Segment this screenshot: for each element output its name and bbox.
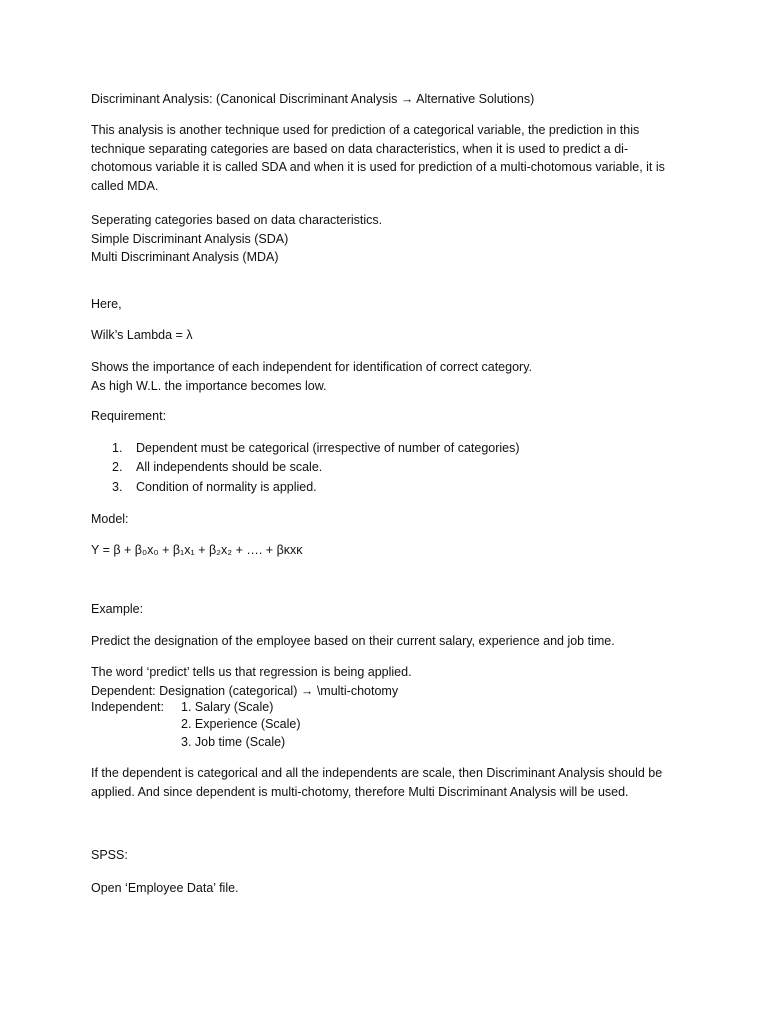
list-number: 3. <box>112 480 123 494</box>
list-text: Dependent must be categorical (irrespective of number of categories) <box>136 441 520 455</box>
category-line: Seperating categories based on data characteristics. <box>91 213 383 227</box>
intro-line: called MDA. <box>91 178 159 193</box>
open-file-line: Open ‘Employee Data’ file. <box>91 881 239 895</box>
requirement-heading-text: Requirement: <box>91 409 167 423</box>
intro-paragraph <box>91 121 691 195</box>
independent-item <box>181 733 285 752</box>
example-heading-text: Example: <box>91 602 144 616</box>
dependent-line: Dependent: Designation (categorical) → \multi-chotomy <box>91 683 399 698</box>
independent-item <box>181 715 301 734</box>
list-text: Condition of normality is applied. <box>136 480 317 494</box>
list-item <box>112 458 322 477</box>
example-text <box>91 632 691 651</box>
wilks-line: Wilk’s Lambda = λ <box>91 328 193 342</box>
example-heading <box>91 600 691 619</box>
independent-row <box>91 698 164 717</box>
wilks-lambda <box>91 326 691 345</box>
categories-list <box>91 211 691 267</box>
list-number: 1. <box>112 441 123 455</box>
category-line: Multi Discriminant Analysis (MDA) <box>91 250 279 264</box>
doc-title <box>91 90 691 109</box>
list-item <box>112 439 520 458</box>
list-number: 2. <box>112 460 123 474</box>
conclusion-paragraph <box>91 764 691 801</box>
independent-text: 3. Job time (Scale) <box>181 735 286 749</box>
model-equation <box>91 541 691 560</box>
independent-text: 2. Experience (Scale) <box>181 717 301 731</box>
spss-heading-text: SPSS: <box>91 848 128 862</box>
title-text: Discriminant Analysis: (Canonical Discriminant Analysis → Alternative Solutions) <box>91 92 535 106</box>
list-item <box>112 478 317 497</box>
intro-line: chotomous variable it is called SDA and when it is used for prediction of a multi-chotomous variable, it is <box>91 160 665 174</box>
category-line: Simple Discriminant Analysis (SDA) <box>91 231 289 246</box>
open-file-text <box>91 879 691 898</box>
spss-heading <box>91 846 691 865</box>
intro-line: technique separating categories are based on data characteristics, when it is used to predict a di- <box>91 141 629 156</box>
independent-item <box>181 698 273 717</box>
independent-text: 1. Salary (Scale) <box>181 700 274 714</box>
model-heading-text: Model: <box>91 512 129 526</box>
predict-block <box>91 663 691 700</box>
shows-paragraph <box>91 358 691 395</box>
here-line: Here, <box>91 297 122 311</box>
predict-note: The word ‘predict’ tells us that regression is being applied. <box>91 665 412 679</box>
independent-label: Independent: <box>91 700 164 714</box>
here-text <box>91 295 691 314</box>
list-text: All independents should be scale. <box>136 460 323 474</box>
model-heading <box>91 510 691 529</box>
model-equation-text: Y = β + β₀x₀ + β₁x₁ + β₂x₂ + …. + βκxκ <box>91 543 303 557</box>
conclusion-line: applied. And since dependent is multi-chotomy, therefore Multi Discriminant Analysis will be used. <box>91 784 629 799</box>
example-line: Predict the designation of the employee based on their current salary, experience and job time. <box>91 634 615 648</box>
intro-line: This analysis is another technique used for prediction of a categorical variable, the prediction in this <box>91 123 640 137</box>
requirement-heading <box>91 407 691 426</box>
shows-line: As high W.L. the importance becomes low. <box>91 378 327 393</box>
shows-line: Shows the importance of each independent for identification of correct category. <box>91 360 532 374</box>
conclusion-line: If the dependent is categorical and all the independents are scale, then Discriminant Analysis should be <box>91 766 663 780</box>
